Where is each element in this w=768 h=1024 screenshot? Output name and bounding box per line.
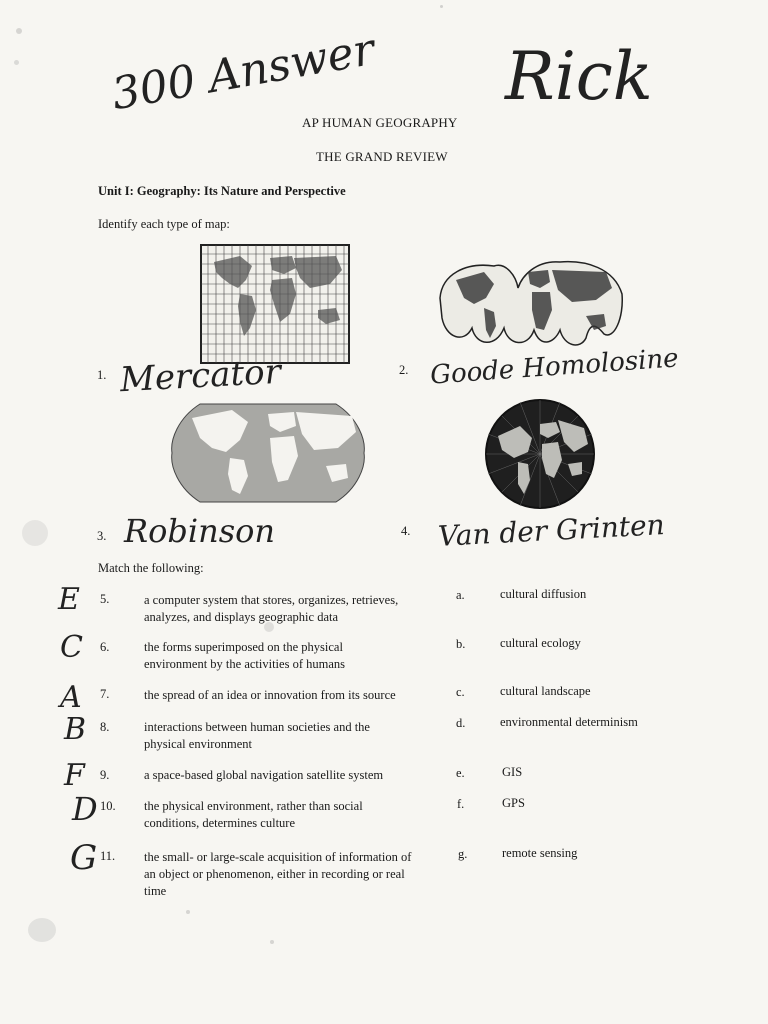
goode-homolosine-map-image	[436, 258, 626, 350]
question-10-text: the physical environment, rather than social conditions, determines culture	[144, 799, 363, 830]
map-item-1-number: 1.	[97, 368, 107, 382]
question-11-text: the small- or large-scale acquisition of information of an object or phenomenon, either in recording or real time	[144, 850, 412, 898]
unit-heading: Unit I: Geography: Its Nature and Perspective	[98, 184, 346, 198]
scan-speck	[440, 5, 443, 8]
page-subtitle: THE GRAND REVIEW	[316, 149, 448, 164]
choice-d-text: environmental determinism	[500, 715, 638, 729]
choice-a-letter: a.	[456, 588, 465, 602]
van-der-grinten-map-image	[484, 398, 596, 510]
question-5-text: a computer system that stores, organizes, retrieves, analyzes, and displays geographic data	[144, 593, 399, 624]
question-10-number: 10.	[100, 799, 116, 813]
question-7-answer: A	[60, 680, 82, 715]
choice-g-letter: g.	[458, 847, 468, 861]
question-7-number: 7.	[100, 687, 110, 701]
map-item-4-number: 4.	[401, 524, 411, 538]
question-9-number: 9.	[100, 768, 110, 782]
map-item-3-answer: Robinson	[124, 512, 275, 550]
choice-d-letter: d.	[456, 716, 466, 730]
question-5-number: 5.	[100, 592, 110, 606]
page-title: AP HUMAN GEOGRAPHY	[302, 115, 458, 130]
choice-c-letter: c.	[456, 685, 465, 699]
choice-e-letter: e.	[456, 766, 465, 780]
map-item-2-number: 2.	[399, 363, 409, 377]
question-9-text: a space-based global navigation satellite system	[144, 768, 384, 782]
question-11-number: 11.	[100, 849, 116, 863]
identify-instruction: Identify each type of map:	[98, 217, 230, 231]
choice-b-text: cultural ecology	[500, 636, 581, 650]
question-8-number: 8.	[100, 720, 110, 734]
scan-speck	[28, 918, 56, 942]
choice-g-text: remote sensing	[502, 846, 578, 860]
robinson-map-image	[170, 400, 366, 506]
question-6-number: 6.	[100, 640, 110, 654]
map-item-1-answer: Mercator	[119, 351, 282, 401]
scan-speck	[186, 910, 190, 914]
question-10-answer: D	[72, 790, 98, 828]
question-6-answer: C	[60, 630, 83, 665]
map-item-2-answer: Goode Homolosine	[429, 343, 680, 391]
match-instruction: Match the following:	[98, 561, 204, 575]
choice-f-text: GPS	[502, 796, 525, 810]
mercator-map-image	[200, 244, 350, 364]
question-9-answer: F	[64, 758, 85, 793]
choice-a-text: cultural diffusion	[500, 587, 587, 601]
map-item-3-number: 3.	[97, 529, 107, 543]
scan-speck	[16, 28, 22, 34]
question-11-answer: G	[70, 838, 98, 878]
map-item-4-answer: Van der Grinten	[437, 508, 666, 553]
question-5-answer: E	[58, 582, 80, 617]
question-7-text: the spread of an idea or innovation from its source	[144, 688, 396, 702]
scan-speck	[270, 940, 274, 944]
choice-f-letter: f.	[457, 797, 465, 811]
handwritten-name: Rick	[505, 38, 653, 115]
choice-b-letter: b.	[456, 637, 466, 651]
question-8-text: interactions between human societies and the physical environment	[144, 720, 370, 751]
question-6-text: the forms superimposed on the physical environment by the activities of humans	[144, 640, 345, 671]
scan-speck	[14, 60, 19, 65]
scan-speck	[22, 520, 48, 546]
scan-speck	[264, 622, 274, 632]
handwritten-top-note: 300 Answer	[108, 23, 379, 121]
choice-e-text: GIS	[502, 765, 523, 779]
question-8-answer: B	[64, 712, 87, 747]
choice-c-text: cultural landscape	[500, 684, 591, 698]
